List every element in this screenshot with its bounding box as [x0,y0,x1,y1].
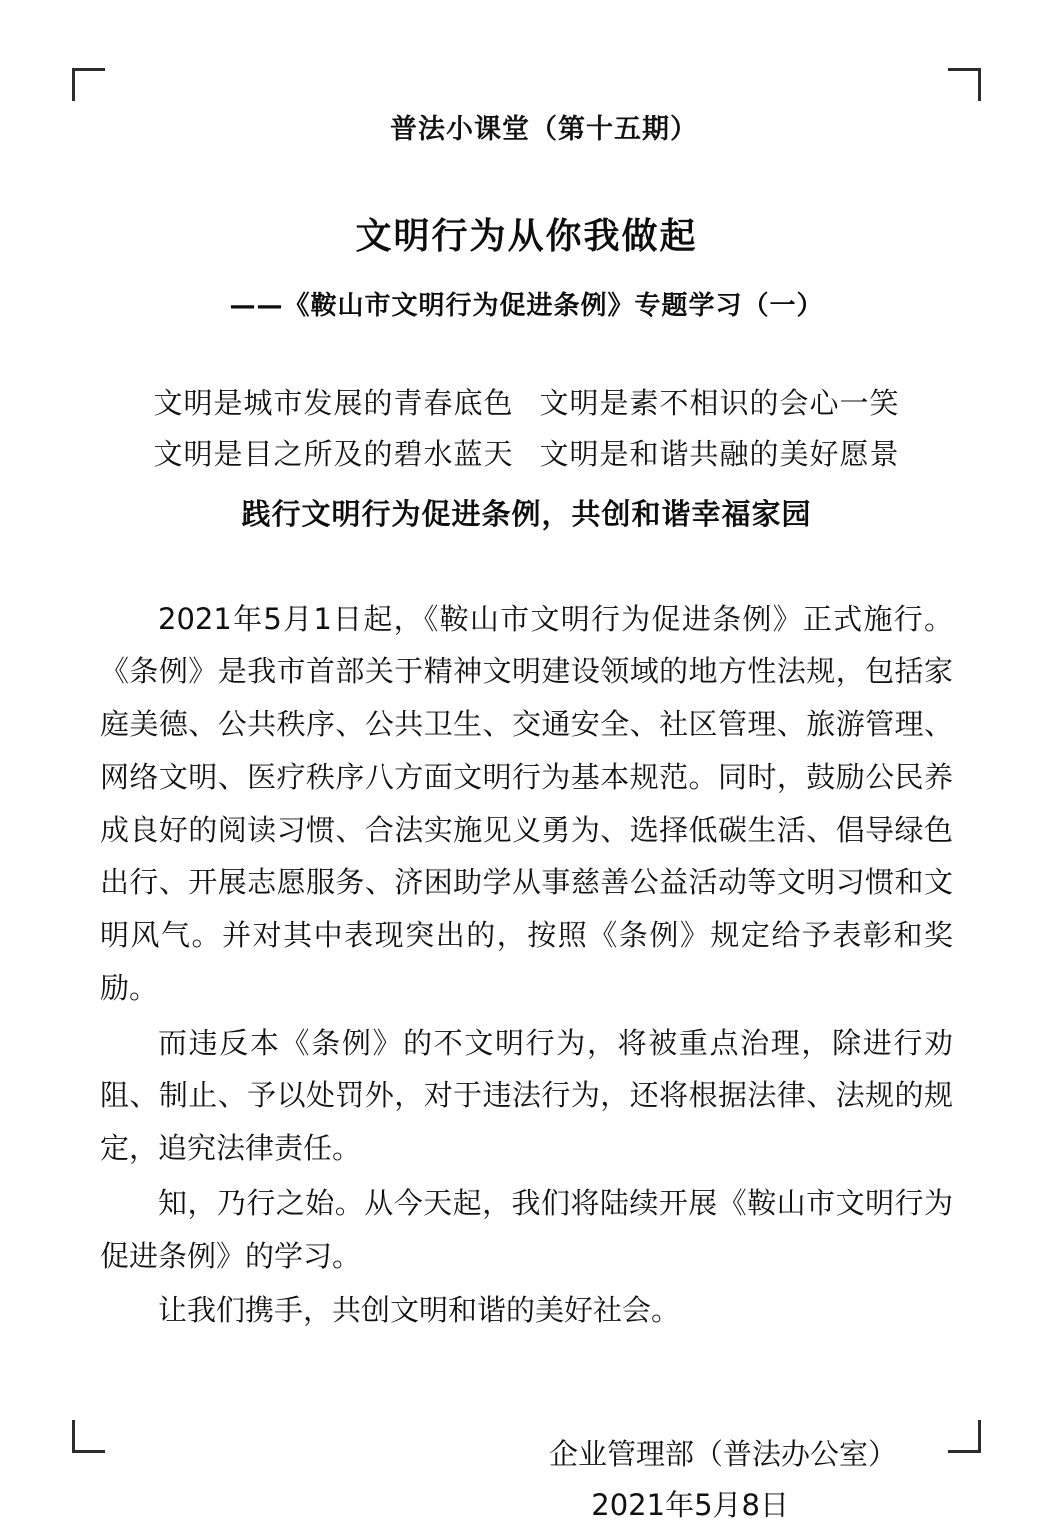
page-subtitle: ——《鞍山市文明行为促进条例》专题学习（一） [229,291,824,321]
signature-department: 企业管理部（普法办公室） [548,1437,897,1472]
body-text [100,593,953,1338]
slogan-2-right: 文明是和谐共融的美好愿景 [539,436,900,471]
slogan-2-left: 文明是目之所及的碧水蓝天 [153,436,514,471]
paragraph: 知，乃行之始。从今天起，我们将陆续开展《鞍山市文明行为促进条例》的学习。 [100,1185,953,1273]
slogan-row-1 [100,378,953,429]
issue-line: 普法小课堂（第十五期） [390,114,698,145]
page-title: 文明行为从你我做起 [355,216,698,257]
slogan-row-3: 践行文明行为促进条例，共创和谐幸福家园 [241,496,812,531]
slogan-1-right: 文明是素不相识的会心一笑 [539,386,900,420]
paragraph: 让我们携手，共创文明和谐的美好社会。 [158,1293,681,1328]
slogan-row-2 [100,429,953,480]
paragraph: 2021年5月1日起，《鞍山市文明行为促进条例》正式施行。《条例》是我市首部关于精神文明建设领域的地方性法规，包括家庭美德、公共秩序、公共卫生、交通安全、社区管理、旅游管理、网络文明、医疗秩序八方面文明行为基本规范。同时，鼓励公民养成良好的阅读习惯、合法实施见义勇为、选择低碳生活、倡导绿色出行、开展志愿服务、济困助学从事慈善公益活动等文明习惯和文明风气。并对其中表现突出的，按照《条例》规定给予表彰和奖励。 [100,601,953,1005]
slogan-block [100,378,953,533]
paragraph: 而违反本《条例》的不文明行为，将被重点治理，除进行劝阻、制止、予以处罚外，对于违法行为，还将根据法律、法规的规定，追究法律责任。 [100,1025,953,1166]
signature-block [100,1429,953,1531]
slogan-1-left: 文明是城市发展的青春底色 [153,386,514,420]
document-content [100,95,953,1522]
signature-date: 2021年5月8日 [591,1487,789,1522]
